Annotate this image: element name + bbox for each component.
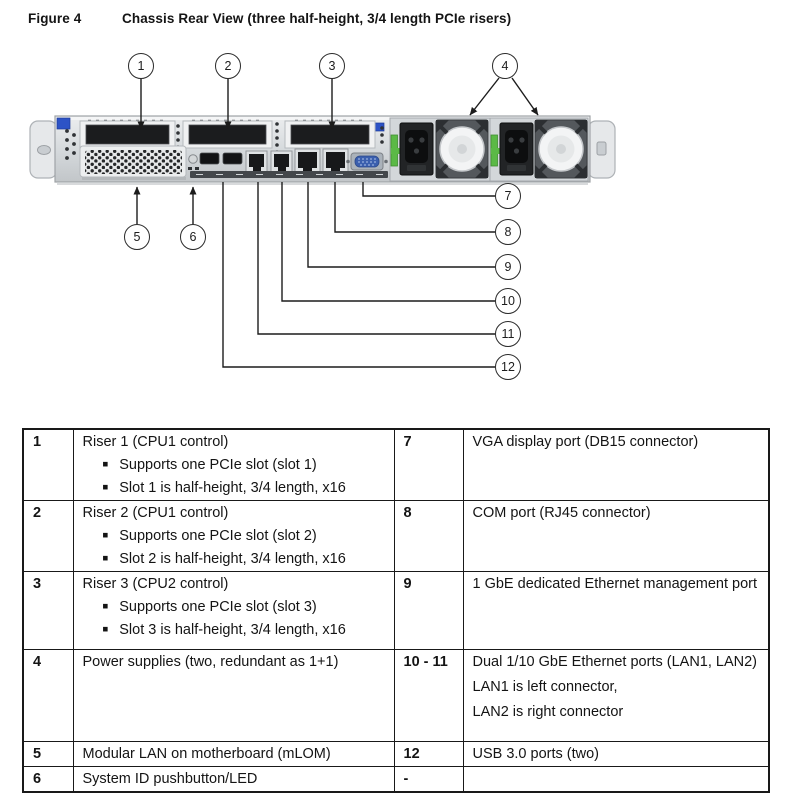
callout-12: 12 [495,354,521,380]
callout-2: 2 [215,53,241,79]
bullet-icon: ■ [102,530,109,541]
item-description: VGA display port (DB15 connector) [463,429,769,501]
item-description: Modular LAN on motherboard (mLOM) [73,742,394,767]
item-description: Riser 2 (CPU1 control) ■ Supports one PCIe slot (slot 2) ■ Slot 2 is half-height, 3/4 length, x16 [73,501,394,572]
item-number: 9 [394,572,463,650]
chassis-body [30,116,615,185]
table-row [23,572,769,650]
pcie-slot-1 [80,121,175,148]
leader-callout-4a [470,78,499,115]
power-inlet-1 [400,123,433,175]
item-number: 8 [394,501,463,572]
leader-callout-8 [335,182,495,232]
psu-fan-2 [535,120,587,178]
bullet-icon: ■ [102,624,109,635]
figure-caption: Chassis Rear View (three half-height, 3/4 length PCIe risers) [122,11,512,26]
bullet-icon: ■ [102,459,109,470]
power-supply-1 [390,118,490,181]
item-number: 1 [23,429,73,501]
callout-11: 11 [495,321,521,347]
ethernet-port-lan2 [271,151,292,173]
left-ear-bracket [30,121,57,178]
table-row [23,501,769,572]
legend-table [22,428,770,793]
mlom-vent-grille [80,146,186,180]
item-number: 3 [23,572,73,650]
table-row [23,429,769,501]
figure-label: Figure 4 [28,11,82,26]
psu-fan-1 [436,120,488,178]
callout-7: 7 [495,183,521,209]
item-description: Power supplies (two, redundant as 1+1) [73,650,394,742]
item-description [463,767,769,793]
item-description: Dual 1/10 GbE Ethernet ports (LAN1, LAN2) LAN1 is left connector, LAN2 is right connector [463,650,769,742]
item-number: 7 [394,429,463,501]
bullet-icon: ■ [102,601,109,612]
table-row [23,767,769,793]
leader-callout-4b [512,78,538,115]
leader-callout-11 [258,182,495,334]
bullet-icon: ■ [102,482,109,493]
item-description: COM port (RJ45 connector) [463,501,769,572]
callout-3: 3 [319,53,345,79]
leader-callout-9 [308,182,495,267]
callout-6: 6 [180,224,206,250]
item-description: USB 3.0 ports (two) [463,742,769,767]
callout-4: 4 [492,53,518,79]
power-supply-2 [490,118,588,181]
item-description: Riser 3 (CPU2 control) ■ Supports one PCIe slot (slot 3) ■ Slot 3 is half-height, 3/4 length, x16 [73,572,394,650]
callout-5: 5 [124,224,150,250]
table-row [23,742,769,767]
item-description: System ID pushbutton/LED [73,767,394,793]
callout-10: 10 [495,288,521,314]
power-inlet-2 [500,123,533,175]
item-number: 6 [23,767,73,793]
item-number: 12 [394,742,463,767]
item-number: 5 [23,742,73,767]
item-number: - [394,767,463,793]
right-ear-bracket [588,121,615,178]
pcie-slot-3 [285,121,375,148]
table-row [23,650,769,742]
leader-callout-12 [223,182,495,367]
leader-callout-10 [282,182,495,301]
item-number: 2 [23,501,73,572]
bullet-icon: ■ [102,553,109,564]
callout-1: 1 [128,53,154,79]
vga-port [346,153,388,170]
item-number: 10 - 11 [394,650,463,742]
item-description: 1 GbE dedicated Ethernet management port [463,572,769,650]
ethernet-port-lan1 [246,151,267,173]
callout-8: 8 [495,219,521,245]
item-number: 4 [23,650,73,742]
port-label-strip [190,171,388,178]
item-description: Riser 1 (CPU1 control) ■ Supports one PCIe slot (slot 1) ■ Slot 1 is half-height, 3/4 length, x16 [73,429,394,501]
callout-9: 9 [495,254,521,280]
